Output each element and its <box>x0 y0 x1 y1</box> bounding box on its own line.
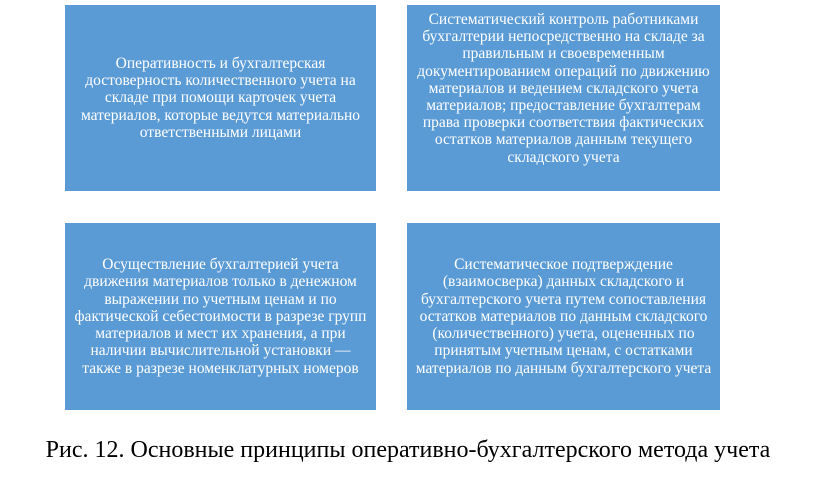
principle-box-3-text: Осуществление бухгалтерией учета движения материалов только в денежном выражении по учетным ценам и по фактической себестоимости в разрезе групп материалов и мест их хранения, а при наличии вычислительной установки — также в разрезе номенклатурных номеров <box>74 256 367 377</box>
principle-box-1-text: Оперативность и бухгалтерская достоверность количественного учета на складе при помощи карточек учета материалов, которые ведутся материально ответственными лицами <box>80 54 361 141</box>
principle-box-3 <box>65 223 376 410</box>
principle-box-4 <box>407 223 720 410</box>
principle-box-4-text: Систематическое подтверждение (взаимосверка) данных складского и бухгалтерского учета путем сопоставления остатков материалов по данным складского (количественного) учета, оцененных по принятым учетным ценам, с остатками материалов по данным бухгалтерского учета <box>415 256 712 377</box>
principle-box-2-text: Систематический контроль работниками бухгалтерии непосредственно на складе за правильным и своевременным документированием операций по движению материалов и ведением складского учета материалов; предоставление бухгалтерам права проверки соответствия фактических остатков материалов данным текущего складского учета <box>417 11 710 166</box>
figure-caption: Рис. 12. Основные принципы оперативно-бухгалтерского метода учета <box>45 437 771 463</box>
principle-box-2 <box>407 5 720 191</box>
principle-box-1 <box>65 5 376 191</box>
